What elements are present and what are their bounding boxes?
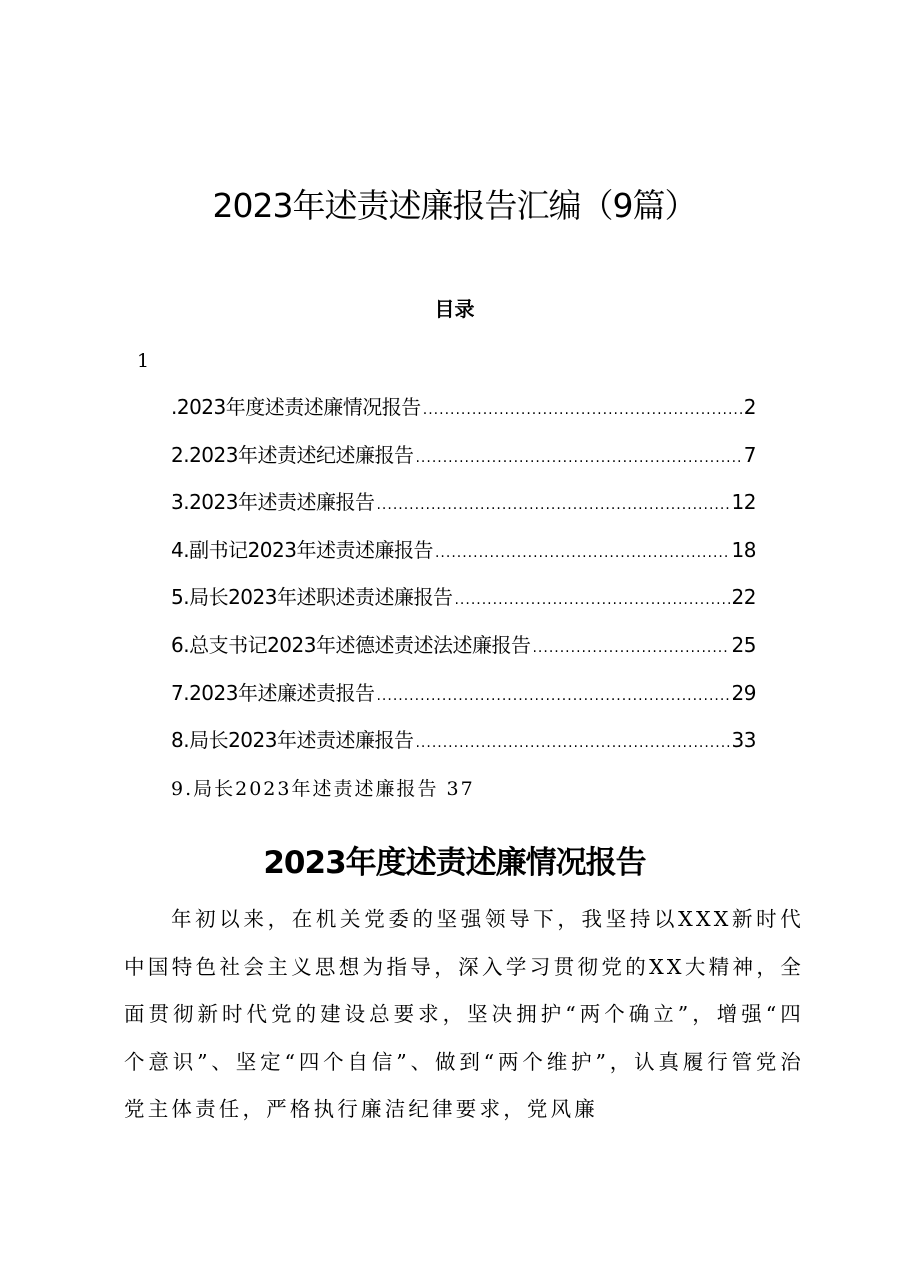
body-paragraph: 年初以来，在机关党委的坚强领导下，我坚持以XXX新时代中国特色社会主义思想为指导，深入学习贯彻党的XX大精神，全面贯彻新时代党的建设总要求，坚决拥护“两个确立”，增强“四个意识”、坚定“四个自信”、做到“两个维护”，认真履行管党治党主体责任，严格执行廉洁纪律要求，党风廉 [124,907,804,1121]
toc-heading: 目录 [434,297,475,321]
toc-dot-leader [423,391,742,429]
toc-entry-title: 5.局长2023年述职述责述廉报告 [171,585,453,610]
toc-entry-page: 7 [743,442,756,467]
toc-entry[interactable] [171,578,756,626]
toc-dot-leader [376,486,729,524]
toc-stray-number: 1 [137,350,150,372]
toc-dot-leader [415,724,729,762]
toc-entry[interactable] [171,531,756,579]
toc-entry-title: 7.2023年述廉述责报告 [171,680,375,705]
toc-entry-page: 29 [731,680,756,705]
toc-dot-leader [454,581,729,619]
toc-entry-page: 25 [731,632,756,657]
toc-entry-page: 22 [731,585,756,610]
section-title: 2023年度述责述廉情况报告 [263,844,646,881]
toc-entry-page: 2 [743,395,756,419]
toc-entry[interactable] [171,674,756,722]
toc-entry-title: 8.局长2023年述责述廉报告 [171,728,414,753]
toc-entry-unformatted[interactable]: 9.局长2023年述责述廉报告 37 [171,778,475,800]
table-of-contents [171,388,756,769]
toc-dot-leader [532,629,729,667]
toc-entry-page: 18 [731,537,756,562]
document-title: 2023年述责述廉报告汇编（9篇） [212,186,697,226]
toc-dot-leader [435,534,730,572]
toc-entry[interactable] [171,483,756,531]
toc-entry-title: 2.2023年述责述纪述廉报告 [171,442,414,467]
toc-dot-leader [415,439,741,477]
toc-entry[interactable] [171,388,756,436]
toc-dot-leader [376,677,729,715]
toc-entry[interactable] [171,721,756,769]
toc-entry-title: 3.2023年述责述廉报告 [171,490,375,515]
toc-entry-page: 33 [731,728,756,753]
toc-entry[interactable] [171,436,756,484]
toc-entry-page: 12 [731,490,756,515]
toc-entry[interactable] [171,626,756,674]
toc-entry-title: 6.总支书记2023年述德述责述法述廉报告 [171,632,531,657]
toc-entry-title: 4.副书记2023年述责述廉报告 [171,537,433,562]
toc-entry-title: .2023年度述责述廉情况报告 [171,395,421,419]
